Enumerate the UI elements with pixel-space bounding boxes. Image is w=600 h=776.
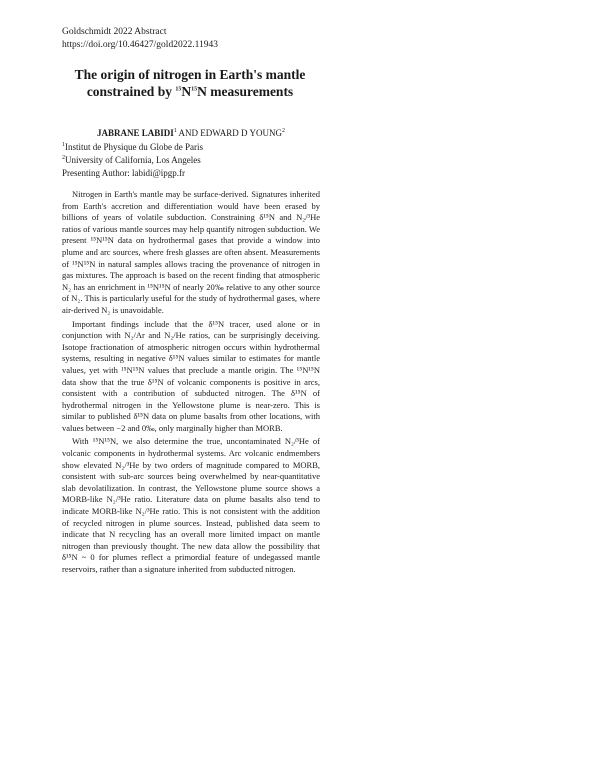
other-authors: AND EDWARD D YOUNG bbox=[176, 128, 282, 138]
doi-link[interactable]: https://doi.org/10.46427/gold2022.11943 bbox=[62, 40, 218, 50]
paragraph-2: Important findings include that the δ¹⁵N tracer, used alone or in conjunction with N₂/Ar and N₂/He ratios, can be surprisingly deceiving. Isotope fractionation of atmospheric nitrogen occurs within hydrothermal systems, resulting in negative δ¹⁵N values similar to estimates for mantle values, yet with ¹⁵N¹⁵N values that preclude a mantle origin. The ¹⁵N¹⁵N data show that the true δ¹⁵N of volcanic components is positive in arcs, consistent with a contribution of subducted nitrogen. The δ¹⁵N of hydrothermal nitrogen in the Yellowstone plume is near-zero. This is similar to published δ¹⁵N data on plume basalts from other locations, with values between −2 and 0‰, only marginally higher than MORB. bbox=[62, 318, 320, 433]
affiliation-1: $^1$Institut de Physique du Globe de Paris bbox=[62, 142, 203, 152]
abstract-title: The origin of nitrogen in Earth's mantle constrained by $^{15}N^{15}N$ measurements bbox=[74, 67, 306, 99]
affiliations bbox=[62, 141, 203, 180]
first-author: JABRANE LABIDI bbox=[97, 128, 174, 138]
author-line: JABRANE LABIDI$^1$ AND EDWARD D YOUNG$^2$ bbox=[97, 128, 285, 138]
presenting-author: Presenting Author: labidi@ipgp.fr bbox=[62, 168, 186, 178]
journal-header bbox=[62, 26, 218, 52]
affiliation-2: $^2$University of California, Los Angeles bbox=[62, 155, 201, 165]
journal-name: Goldschmidt 2022 Abstract bbox=[62, 27, 167, 37]
paragraph-1: Nitrogen in Earth's mantle may be surface-derived. Signatures inherited from Earth's accretion and differentiation would have been erased by billions of years of volatile subduction. Constraining δ¹⁵N and N₂/³He ratios of various mantle sources may help quantify nitrogen subduction. We present ¹⁵N¹⁵N data on hydrothermal gases that provide a window into plume and arc sources, where fresh glasses are often absent. Measurements of ¹⁵N¹⁵N in natural samples allows tracing the provenance of nitrogen in gas mixtures. The approach is based on the recent finding that atmospheric N₂ has an enrichment in ¹⁵N¹⁵N of nearly 20‰ relative to any other source of N₂. This is particularly useful for the study of hydrothermal gases, where air-derived N₂ is unavoidable. bbox=[62, 189, 320, 315]
paragraph-3: With ¹⁵N¹⁵N, we also determine the true, uncontaminated N₂/³He of volcanic components in hydrothermal systems. Arc volcanic endmembers show elevated N₂/³He by two orders of magnitude compared to MORB, consistent with sub-arc sources being overwhelmed by near-quantitative slab devolatilization. In contrast, the Yellowstone plume source shows a MORB-like N₂/³He ratio. Literature data on plume basalts also tend to indicate MORB-like N₂/³He ratio. This is not consistent with the addition of recycled nitrogen in plume sources. Instead, published data seem to indicate that N recycling has an overall more limited impact on mantle nitrogen than previously thought. The new data allow the possibility that δ¹⁵N ~ 0 for plumes reflect a primordial feature of undegassed mantle reservoirs, rather than a signature inherited from subducted nitrogen. bbox=[62, 436, 320, 574]
abstract-body bbox=[62, 189, 320, 578]
